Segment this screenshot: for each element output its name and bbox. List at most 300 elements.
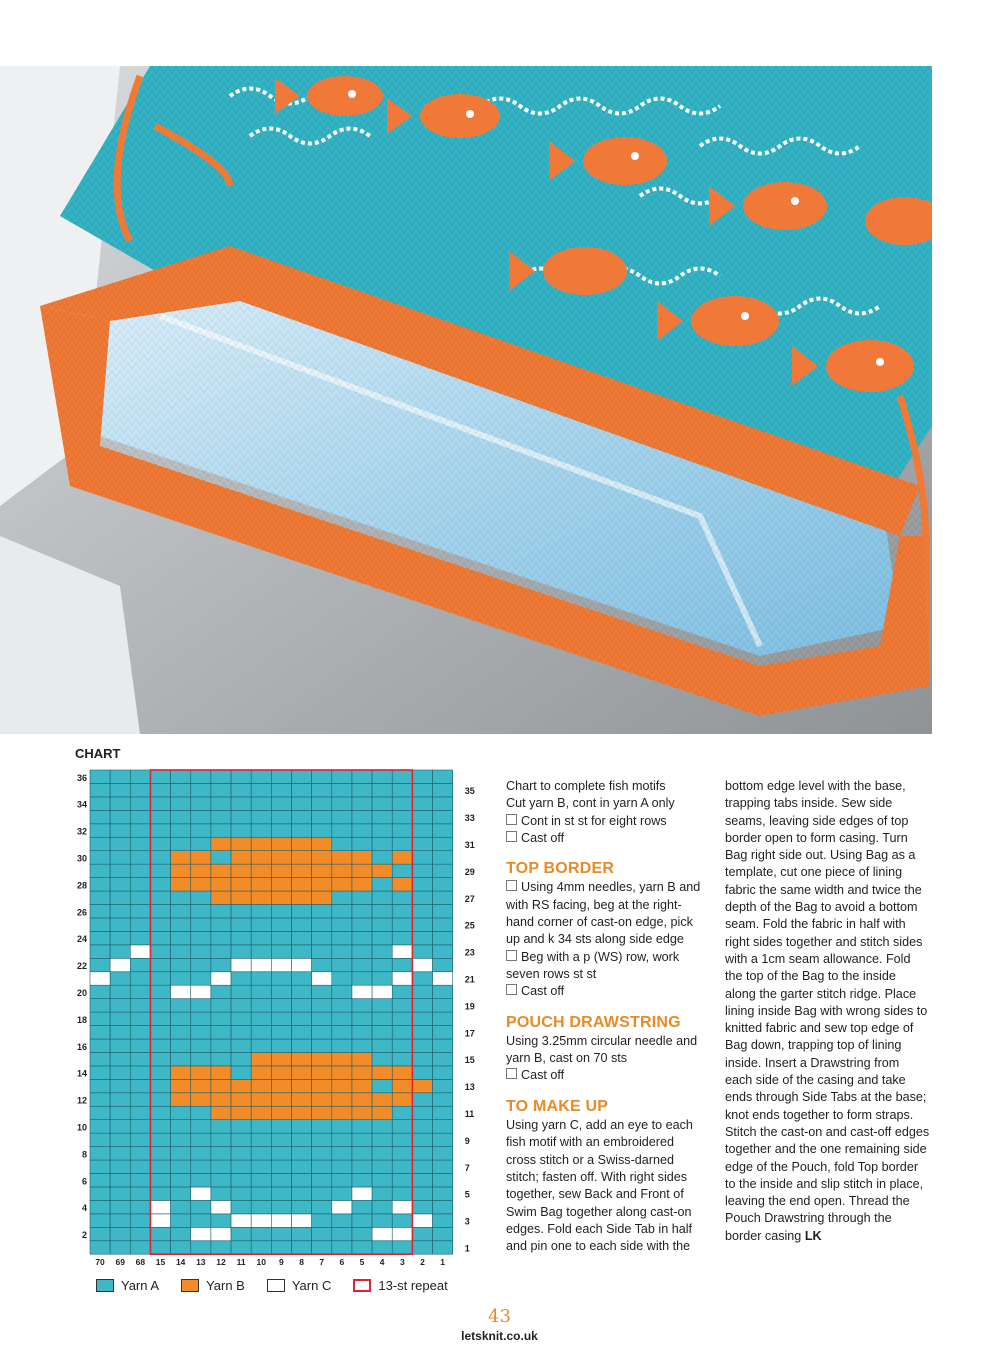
chart-cell [412, 945, 432, 958]
chart-cell [231, 1052, 251, 1065]
legend-repeat [353, 1278, 447, 1293]
chart-cell [412, 864, 432, 877]
chart-cell [150, 905, 170, 918]
chart-cell [433, 1187, 453, 1200]
chart-cell [292, 797, 312, 810]
chart-cell [332, 905, 352, 918]
chart-cell [211, 1147, 231, 1160]
chart-cell [110, 1227, 130, 1240]
chart-cell [412, 891, 432, 904]
chart-cell [130, 1187, 150, 1200]
checkbox-icon [506, 950, 517, 961]
chart-cell [392, 999, 412, 1012]
chart-cell [412, 851, 432, 864]
chart-cell [433, 1093, 453, 1106]
chart-cell [171, 1187, 191, 1200]
chart-cell [392, 1200, 412, 1213]
chart-cell [412, 958, 432, 971]
chart-cell [150, 1066, 170, 1079]
chart-cell [191, 824, 211, 837]
chart-cell [271, 1106, 291, 1119]
chart-cell [110, 1214, 130, 1227]
chart-cell [271, 905, 291, 918]
chart-cell [251, 1200, 271, 1213]
chart-cell [130, 1241, 150, 1254]
chart-cell [392, 878, 412, 891]
chart-cell [352, 824, 372, 837]
chart-cell [433, 1106, 453, 1119]
signoff: LK [804, 1228, 822, 1243]
chart-cell [231, 958, 251, 971]
chart-cell [433, 797, 453, 810]
chart-cell [231, 837, 251, 850]
chart-cell [90, 1174, 110, 1187]
row-number-left: 28 [76, 880, 87, 891]
chart-cell [90, 958, 110, 971]
chart-cell [372, 891, 392, 904]
chart-cell [150, 958, 170, 971]
chart-cell [150, 770, 170, 783]
chart-cell [332, 1214, 352, 1227]
chart-cell [171, 972, 191, 985]
row-number-right: 25 [464, 920, 475, 931]
chart-cell [90, 1026, 110, 1039]
chart-cell [150, 931, 170, 944]
chart-cell [211, 1160, 231, 1173]
row-number-left: 30 [76, 853, 87, 864]
chart-cell [231, 1174, 251, 1187]
chart-cell [231, 905, 251, 918]
top-border-step-3: Cast off [506, 983, 706, 1000]
chart-cell [110, 999, 130, 1012]
chart-cell [191, 851, 211, 864]
chart-cell [392, 1187, 412, 1200]
chart-cell [150, 1133, 170, 1146]
chart-cell [292, 1012, 312, 1025]
chart-cell [191, 1066, 211, 1079]
top-border-step-2: Beg with a p (WS) row, work seven rows st st [506, 949, 680, 981]
chart-cell [271, 1147, 291, 1160]
chart-cell [332, 1187, 352, 1200]
chart-cell [392, 1120, 412, 1133]
chart-cell [332, 1160, 352, 1173]
chart-cell [110, 891, 130, 904]
chart-cell [372, 945, 392, 958]
chart-cell [150, 1200, 170, 1213]
chart-cell [231, 999, 251, 1012]
chart-cell [292, 918, 312, 931]
chart-cell [352, 958, 372, 971]
chart-cell [130, 1079, 150, 1092]
chart-cell [171, 1026, 191, 1039]
chart-cell [211, 999, 231, 1012]
chart-cell [90, 1093, 110, 1106]
chart-cell [412, 783, 432, 796]
stitch-number: 68 [135, 1257, 146, 1268]
chart-cell [392, 1241, 412, 1254]
chart-cell [312, 958, 332, 971]
stitch-number: 7 [319, 1257, 325, 1268]
chart-cell [231, 851, 251, 864]
chart-cell [292, 1200, 312, 1213]
chart-cell [271, 1052, 291, 1065]
chart-cell [271, 1241, 291, 1254]
chart-cell [332, 824, 352, 837]
chart-cell [231, 1227, 251, 1240]
chart-cell [412, 1093, 432, 1106]
chart-cell [352, 1187, 372, 1200]
chart-cell [352, 1174, 372, 1187]
legend-yarn-a [96, 1278, 159, 1293]
chart-cell [150, 1120, 170, 1133]
chart-cell [231, 985, 251, 998]
yarn-a-swatch [96, 1279, 114, 1292]
chart-cell [90, 1160, 110, 1173]
chart-cell [171, 1174, 191, 1187]
chart-cell [352, 1147, 372, 1160]
chart-cell [191, 864, 211, 877]
chart-cell [211, 891, 231, 904]
chart-cell [171, 999, 191, 1012]
chart-cell [130, 985, 150, 998]
chart-cell [433, 1214, 453, 1227]
chart-cell [312, 783, 332, 796]
heading-to-make-up: TO MAKE UP [506, 1097, 609, 1115]
chart-cell [211, 985, 231, 998]
chart-cell [312, 1093, 332, 1106]
chart-cell [352, 1106, 372, 1119]
chart-cell [352, 797, 372, 810]
chart-cell [110, 1079, 130, 1092]
chart-cell [231, 1120, 251, 1133]
stitch-number: 4 [379, 1257, 385, 1268]
drawstring-step-1: Cast off [506, 1067, 706, 1084]
chart-cell [332, 1066, 352, 1079]
chart-cell [352, 1079, 372, 1092]
row-number-left: 12 [76, 1095, 87, 1106]
chart-cell [150, 864, 170, 877]
chart-cell [110, 851, 130, 864]
chart-cell [312, 1106, 332, 1119]
chart-cell [191, 1026, 211, 1039]
chart-cell [412, 1160, 432, 1173]
chart-cell [171, 958, 191, 971]
chart-cell [292, 783, 312, 796]
chart-cell [332, 918, 352, 931]
chart-cell [292, 1093, 312, 1106]
chart-cell [191, 958, 211, 971]
chart-cell [271, 1120, 291, 1133]
chart-cell [271, 1214, 291, 1227]
yarn-b-swatch [181, 1279, 199, 1292]
chart-cell [211, 918, 231, 931]
chart-cell [292, 1066, 312, 1079]
chart-cell [150, 891, 170, 904]
chart-cell [211, 958, 231, 971]
chart-cell [312, 1241, 332, 1254]
chart-cell [392, 1012, 412, 1025]
chart-cell [171, 810, 191, 823]
chart-cell [271, 985, 291, 998]
chart-cell [271, 931, 291, 944]
chart-cell [211, 810, 231, 823]
chart-cell [251, 864, 271, 877]
chart-cell [312, 945, 332, 958]
chart-cell [271, 1039, 291, 1052]
chart-cell [171, 1052, 191, 1065]
chart-cell [312, 1200, 332, 1213]
chart-cell [150, 1174, 170, 1187]
chart-cell [312, 985, 332, 998]
row-number-right: 17 [464, 1028, 475, 1039]
chart-cell [110, 1093, 130, 1106]
heading-pouch-drawstring: POUCH DRAWSTRING [506, 1013, 681, 1031]
chart-cell [392, 985, 412, 998]
chart-cell [312, 1227, 332, 1240]
chart-cell [372, 1133, 392, 1146]
chart-cell [150, 783, 170, 796]
chart-cell [271, 1174, 291, 1187]
chart-cell [231, 810, 251, 823]
row-number-left: 6 [81, 1176, 87, 1187]
chart-cell [171, 931, 191, 944]
checkbox-icon [506, 880, 517, 891]
chart-cell [392, 905, 412, 918]
chart-cell [110, 783, 130, 796]
chart-cell [292, 1214, 312, 1227]
chart-cell [211, 1187, 231, 1200]
chart-cell [251, 1079, 271, 1092]
chart-cell [392, 837, 412, 850]
chart-cell [110, 1174, 130, 1187]
stitch-number: 69 [115, 1257, 125, 1268]
chart-cell [251, 1012, 271, 1025]
chart-cell [271, 918, 291, 931]
chart-cell [433, 905, 453, 918]
chart-cell [292, 837, 312, 850]
chart-cell [372, 985, 392, 998]
chart-cell [191, 837, 211, 850]
chart-cell [372, 1012, 392, 1025]
chart-cell [271, 783, 291, 796]
stitch-number: 5 [359, 1257, 365, 1268]
chart-cell [150, 851, 170, 864]
chart-cell [372, 1241, 392, 1254]
make-up-continued: bottom edge level with the base, trapping tabs inside. Sew side seams, leaving side edges of top border open to form casing. Turn Bag right side out. Using Bag as a template, cut one piece of lining fabric the same width and twice the depth of the Bag to avoid a bottom seam. Fold the fabric in half with right sides together and stitch sides with a 1cm seam allowance. Fold the top of the Bag to the inside along the garter stitch ridge. Place lining inside Bag with wrong sides to knitted fabric and sew top edge of Bag down, trapping top of lining inside. Insert a Drawstring from each side of the casing and take ends through Side Tabs at the base; knot ends together to form straps. Stitch the cast-on and cast-off edges together and the one remaining side edge of the Pouch, fold Top border to the inside and slip stitch in place, leaving the end open. Thread the Pouch Drawstring through the border casing LK [725, 779, 930, 1243]
row-number-right: 31 [464, 840, 475, 851]
chart-cell [412, 1039, 432, 1052]
chart-cell [251, 783, 271, 796]
chart-cell [292, 1052, 312, 1065]
chart-cell [332, 1227, 352, 1240]
chart-cell [211, 905, 231, 918]
knitting-chart [70, 764, 490, 1272]
chart-cell [150, 1093, 170, 1106]
stitch-number: 12 [216, 1257, 226, 1268]
chart-cell [292, 1227, 312, 1240]
chart-cell [130, 864, 150, 877]
chart-cell [372, 783, 392, 796]
chart-cell [171, 864, 191, 877]
chart-cell [130, 945, 150, 958]
chart-cell [352, 837, 372, 850]
chart-cell [211, 972, 231, 985]
chart-cell [231, 1187, 251, 1200]
chart-cell [352, 851, 372, 864]
chart-cell [231, 1147, 251, 1160]
chart-cell [171, 797, 191, 810]
chart-cell [292, 891, 312, 904]
chart-cell [211, 1241, 231, 1254]
chart-cell [372, 931, 392, 944]
chart-cell [433, 918, 453, 931]
chart-cell [211, 1093, 231, 1106]
chart-cell [171, 1147, 191, 1160]
chart-cell [171, 1079, 191, 1092]
chart-cell [352, 1120, 372, 1133]
row-number-right: 29 [464, 866, 475, 877]
chart-cell [251, 945, 271, 958]
stitch-number: 13 [196, 1257, 206, 1268]
chart-cell [412, 1133, 432, 1146]
chart-cell [372, 1214, 392, 1227]
chart-cell [231, 1079, 251, 1092]
chart-cell [412, 878, 432, 891]
chart-cell [433, 1160, 453, 1173]
chart-cell [211, 1106, 231, 1119]
chart-cell [372, 1026, 392, 1039]
chart-cell [271, 851, 291, 864]
chart-cell [171, 1039, 191, 1052]
chart-cell [231, 1133, 251, 1146]
chart-cell [191, 1106, 211, 1119]
chart-cell [110, 770, 130, 783]
row-number-right: 1 [464, 1243, 470, 1254]
legend-yarn-a-label: Yarn A [121, 1278, 160, 1293]
chart-cell [433, 999, 453, 1012]
chart-cell [332, 1039, 352, 1052]
chart-cell [150, 918, 170, 931]
chart-cell [412, 1079, 432, 1092]
chart-cell [271, 1200, 291, 1213]
chart-cell [90, 824, 110, 837]
chart-cell [352, 1227, 372, 1240]
chart-cell [231, 1160, 251, 1173]
chart-cell [392, 824, 412, 837]
chart-cell [90, 905, 110, 918]
chart-cell [332, 891, 352, 904]
chart-cell [191, 1079, 211, 1092]
chart-cell [433, 972, 453, 985]
chart-cell [171, 1066, 191, 1079]
chart-cell [150, 1214, 170, 1227]
chart-cell [352, 891, 372, 904]
chart-cell [312, 1066, 332, 1079]
chart-cell [392, 958, 412, 971]
chart-cell [412, 1026, 432, 1039]
chart-cell [251, 1174, 271, 1187]
chart-cell [352, 945, 372, 958]
chart-cell [231, 1200, 251, 1213]
checkbox-icon [506, 831, 517, 842]
chart-cell [191, 1241, 211, 1254]
chart-cell [251, 1052, 271, 1065]
chart-cell [352, 972, 372, 985]
chart-cell [292, 864, 312, 877]
chart-cell [231, 864, 251, 877]
chart-cell [130, 810, 150, 823]
chart-cell [332, 783, 352, 796]
chart-cell [352, 918, 372, 931]
chart-cell [372, 878, 392, 891]
chart-cell [292, 810, 312, 823]
chart-cell [412, 999, 432, 1012]
chart-cell [312, 931, 332, 944]
chart-cell [392, 945, 412, 958]
chart-cell [130, 1200, 150, 1213]
chart-cell [211, 1026, 231, 1039]
chart-cell [231, 1093, 251, 1106]
chart-cell [433, 837, 453, 850]
chart-cell [110, 1012, 130, 1025]
legend-yarn-b-label: Yarn B [206, 1278, 245, 1293]
chart-cell [130, 1026, 150, 1039]
chart-cell [433, 1241, 453, 1254]
chart-cell [292, 1174, 312, 1187]
chart-cell [372, 905, 392, 918]
chart-cell [130, 1012, 150, 1025]
chart-cell [292, 1133, 312, 1146]
chart-cell [412, 905, 432, 918]
chart-cell [130, 891, 150, 904]
chart-cell [150, 1187, 170, 1200]
chart-cell [130, 1160, 150, 1173]
chart-cell [130, 837, 150, 850]
chart-cell [191, 985, 211, 998]
instructions-column-2 [725, 778, 930, 1245]
chart-cell [90, 931, 110, 944]
chart-cell [271, 810, 291, 823]
chart-cell [150, 878, 170, 891]
chart-cell [332, 1200, 352, 1213]
chart-cell [191, 1227, 211, 1240]
chart-cell [392, 1160, 412, 1173]
chart-cell [150, 1026, 170, 1039]
chart-cell [372, 1039, 392, 1052]
chart-cell [271, 1133, 291, 1146]
chart-cell [231, 891, 251, 904]
chart-cell [191, 1147, 211, 1160]
chart-cell [130, 1093, 150, 1106]
chart-cell [211, 1214, 231, 1227]
chart-cell [231, 945, 251, 958]
chart-cell [271, 1227, 291, 1240]
chart-cell [130, 878, 150, 891]
chart-cell [312, 878, 332, 891]
chart-cell [191, 783, 211, 796]
chart-cell [110, 810, 130, 823]
chart-grid [90, 770, 453, 1254]
chart-cell [150, 972, 170, 985]
chart-cell [271, 878, 291, 891]
chart-cell [292, 972, 312, 985]
chart-cell [110, 931, 130, 944]
chart-cell [433, 864, 453, 877]
row-number-left: 34 [76, 799, 87, 810]
row-number-left: 10 [76, 1122, 87, 1133]
chart-cell [271, 1187, 291, 1200]
yarn-c-swatch [267, 1279, 285, 1292]
